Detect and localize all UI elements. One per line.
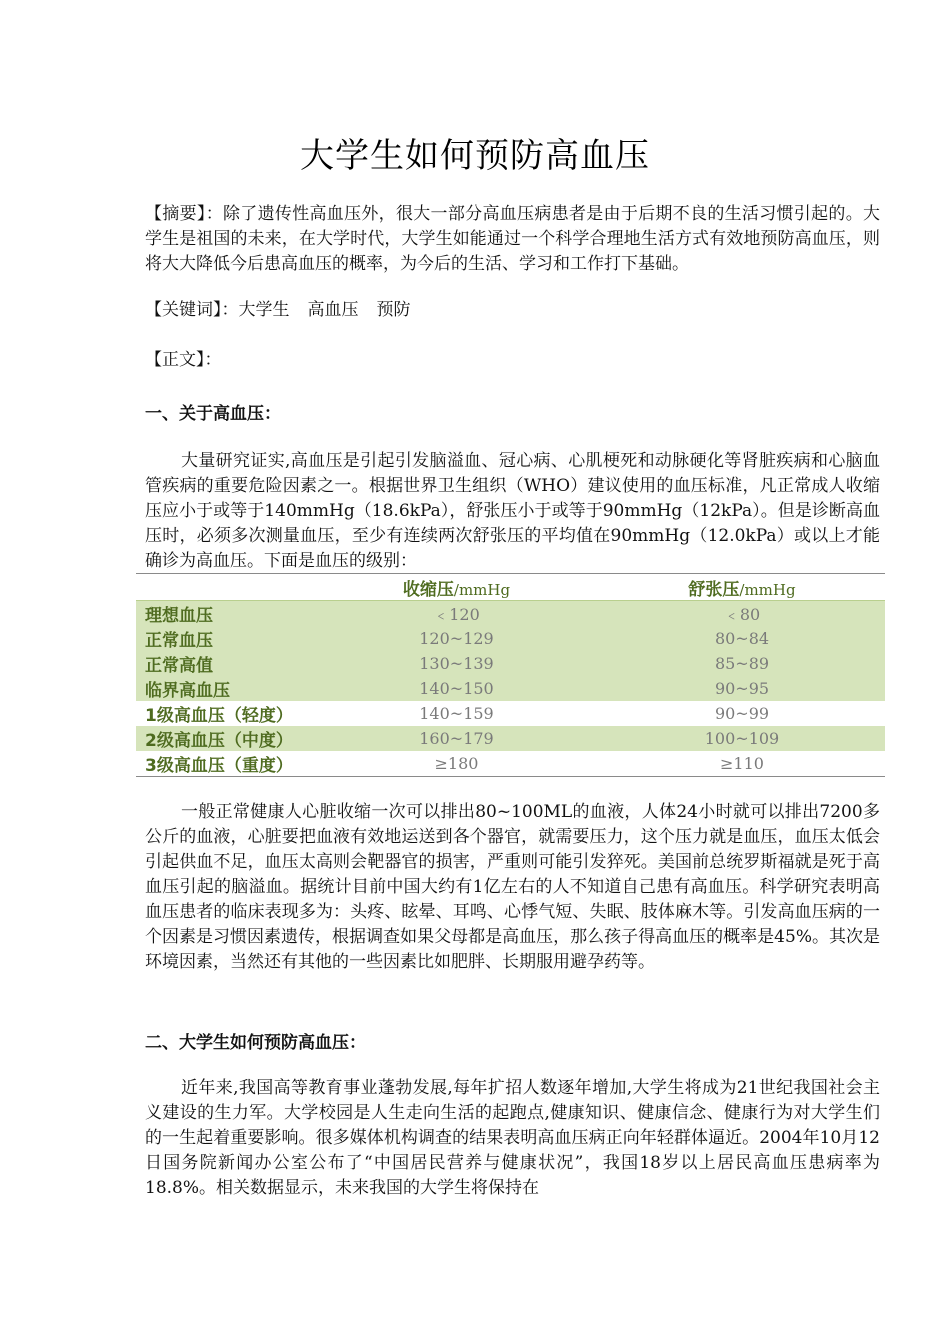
row-label: 临界高血压: [136, 676, 314, 701]
table-row: [136, 601, 885, 627]
table-row: [136, 676, 885, 701]
systolic-value: ﹤120: [314, 601, 599, 627]
row-label: 正常高值: [136, 651, 314, 676]
diastolic-value: 90~95: [599, 676, 885, 701]
systolic-value: ≥180: [434, 754, 479, 773]
row-label: 3级高血压（重度）: [145, 756, 293, 776]
body-label: 【正文】：: [145, 350, 222, 370]
table-row: [136, 651, 885, 676]
row-label: 2级高血压（中度）: [136, 726, 314, 751]
document-title: 大学生如何预防高血压: [300, 136, 650, 176]
diastolic-value: 85~89: [599, 651, 885, 676]
table-row: [136, 701, 885, 726]
section-1-paragraph-1: 大量研究证实,高血压是引起引发脑溢血、冠心病、心肌梗死和动脉硬化等肾脏疾病和心脑血管疾病的重要危险因素之一。根据世界卫生组织（WHO）建议使用的血压标准，凡正常成人收缩压应小于或等于140mmHg（18.6kPa），舒张压小于或等于90mmHg（12kPa）。但是诊断高血压时，必须多次测量血压，至少有连续两次舒张压的平均值在90mmHg（12.0kPa）或以上才能确诊为高血压。下面是血压的级别：: [145, 451, 880, 571]
row-label: 理想血压: [136, 601, 314, 627]
keywords-line: [145, 298, 880, 323]
table-header-row: [136, 574, 885, 601]
table-row: [136, 751, 885, 777]
systolic-value: 140~159: [419, 704, 494, 723]
section-2-paragraph-1: 近年来,我国高等教育事业蓬勃发展,每年扩招人数逐年增加,大学生将成为21世纪我国社会主义建设的生力军。大学校园是人生走向生活的起跑点,健康知识、健康信念、健康行为对大学生们的一生起着重要影响。很多媒体机构调查的结果表明高血压病正向年轻群体逼近。2004年10月12日国务院新闻办公室公布了“中国居民营养与健康状况”，我国18岁以上居民高血压患病率为18.8%。相关数据显示，未来我国的大学生将保持在: [145, 1078, 880, 1198]
table-row: [136, 626, 885, 651]
section-1-paragraph-2: 一般正常健康人心脏收缩一次可以排出80~100ML的血液，人体24小时就可以排出7200多公斤的血液，心脏要把血液有效地运送到各个器官，就需要压力，这个压力就是血压，血压太低会引起供血不足，血压太高则会靶器官的损害，严重则可能引发猝死。美国前总统罗斯福就是死于高血压引起的脑溢血。据统计目前中国大约有1亿左右的人不知道自己患有高血压。科学研究表明高血压患者的临床表现多为：头疼、眩晕、耳鸣、心悸气短、失眠、肢体麻木等。引发高血压病的一个因素是习惯因素遗传，根据调查如果父母都是高血压，那么孩子得高血压的概率是45%。其次是环境因素，当然还有其他的一些因素比如肥胖、长期服用避孕药等。: [145, 802, 880, 972]
blood-pressure-table: [136, 573, 885, 777]
diastolic-value: ﹤80: [599, 601, 885, 627]
keyword-2: 高血压: [307, 300, 359, 320]
row-label: 正常血压: [136, 626, 314, 651]
diastolic-value: ≥110: [720, 754, 764, 773]
systolic-value: 160~179: [314, 726, 599, 751]
section-2-heading: 二、大学生如何预防高血压：: [145, 1033, 366, 1053]
systolic-value: 140~150: [314, 676, 599, 701]
table-row: [136, 726, 885, 751]
section-1-heading: 一、关于高血压：: [145, 404, 281, 424]
header-diastolic: 舒张压/mmHg: [599, 574, 885, 601]
systolic-value: 130~139: [314, 651, 599, 676]
keywords-label: 【关键词】：: [145, 300, 239, 320]
row-label: 1级高血压（轻度）: [145, 706, 293, 726]
diastolic-value: 100~109: [599, 726, 885, 751]
header-systolic: 收缩压/mmHg: [314, 574, 599, 601]
keyword-3: 预防: [376, 300, 411, 320]
systolic-value: 120~129: [314, 626, 599, 651]
abstract-paragraph: 【摘要】：除了遗传性高血压外，很大一部分高血压病患者是由于后期不良的生活习惯引起的。大学生是祖国的未来，在大学时代，大学生如能通过一个科学合理地生活方式有效地预防高血压，则将大大降低今后患高血压的概率，为今后的生活、学习和工作打下基础。: [145, 204, 880, 274]
diastolic-value: 90~99: [714, 704, 770, 723]
header-category: [136, 574, 314, 601]
diastolic-value: 80~84: [599, 626, 885, 651]
keyword-1: 大学生: [238, 300, 290, 320]
